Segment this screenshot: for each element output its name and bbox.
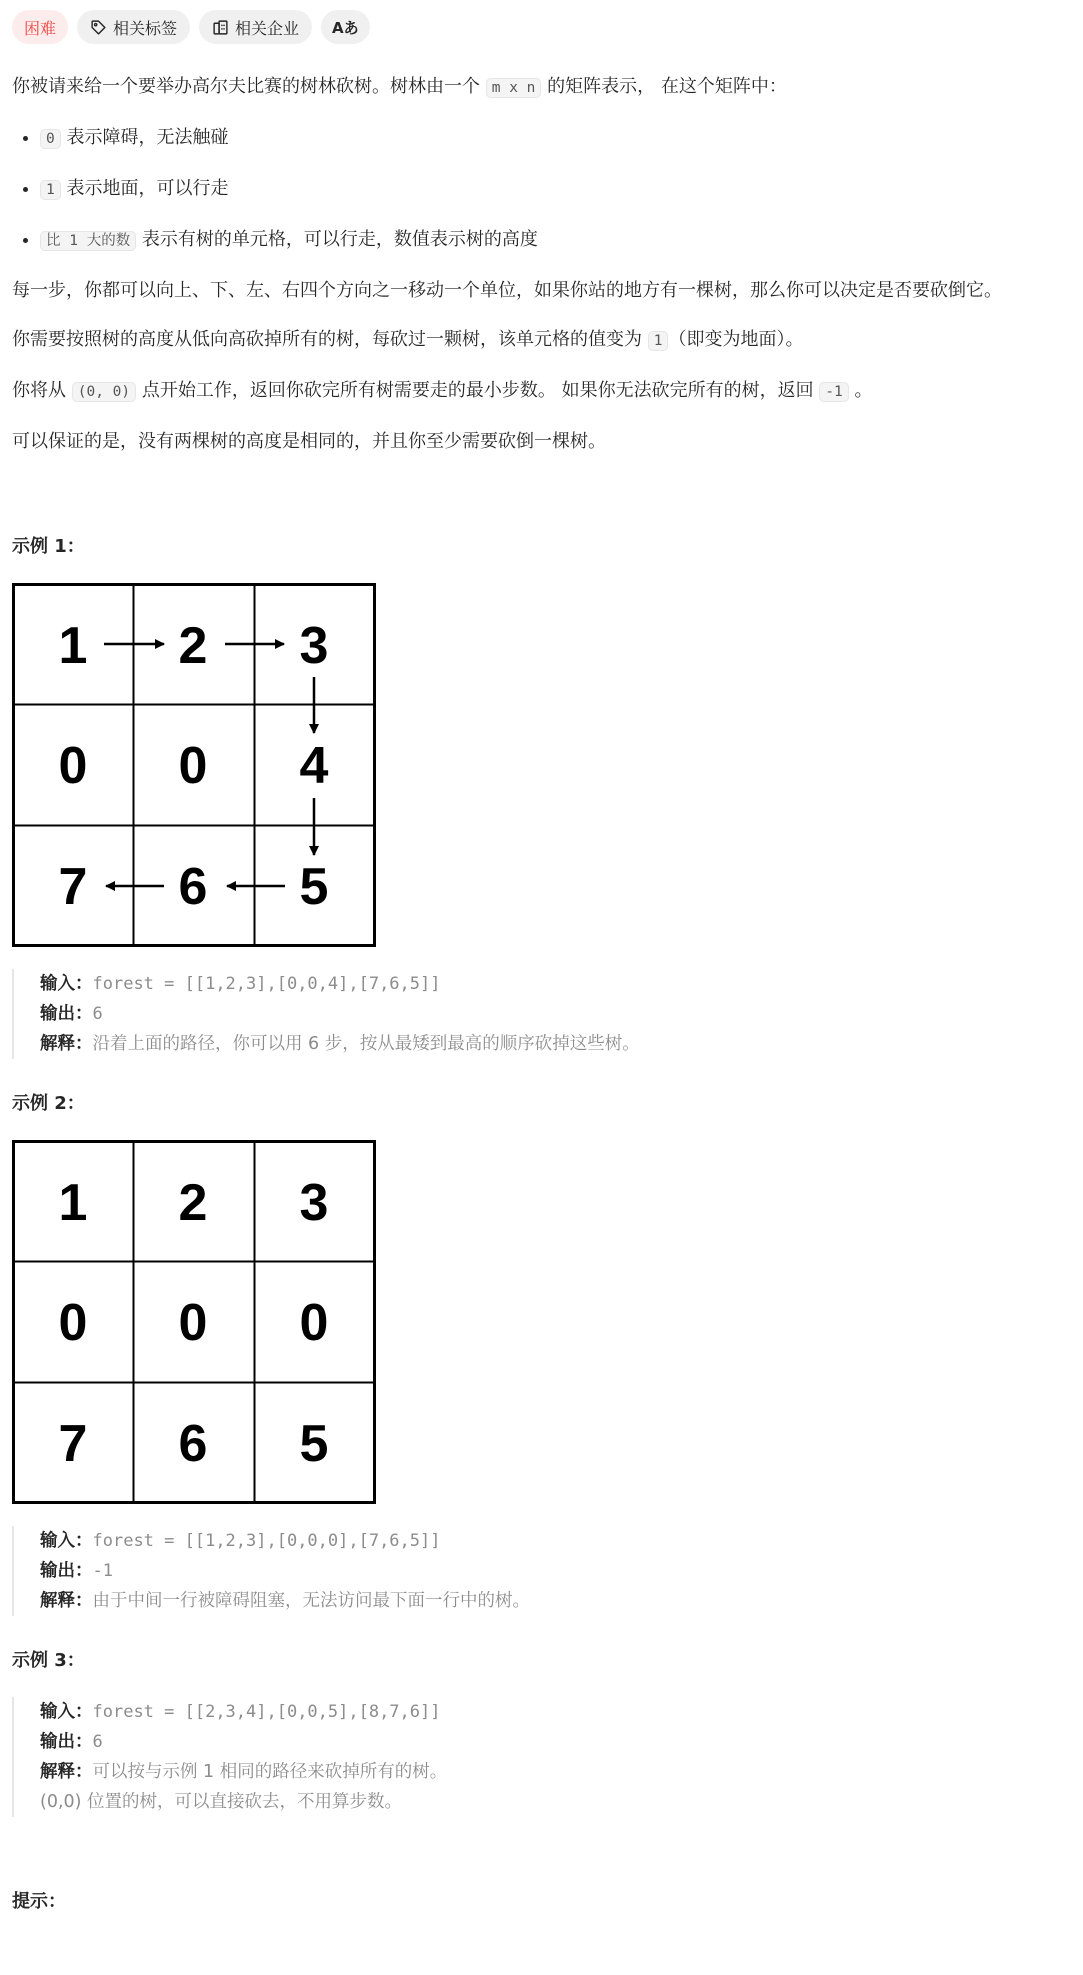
grid-cell: 0 xyxy=(58,1294,88,1352)
grid-cell: 6 xyxy=(178,1415,208,1473)
return-code: -1 xyxy=(819,382,848,402)
output-value: -1 xyxy=(92,1561,113,1581)
cut-code: 1 xyxy=(648,331,669,351)
guarantee-paragraph: 可以保证的是，没有两棵树的高度是相同的，并且你至少需要砍倒一棵树。 xyxy=(12,431,606,452)
bullet-code: 0 xyxy=(40,129,61,149)
bullet-text: 表示地面，可以行走 xyxy=(60,178,229,199)
cut-text-after: （即变为地面）。 xyxy=(668,329,804,350)
grid-cell: 5 xyxy=(299,858,329,916)
example-3-block xyxy=(12,1697,1071,1817)
start-code: (0, 0) xyxy=(72,382,136,402)
output-label: 输出： xyxy=(40,1561,93,1581)
explain-extra-text: (0,0) 位置的树，可以直接砍去，不用算步数。 xyxy=(40,1792,403,1812)
explain-label: 解释： xyxy=(40,1762,93,1782)
list-item xyxy=(40,123,1071,154)
cut-paragraph xyxy=(12,325,1071,356)
start-text-middle: 点开始工作，返回你砍完所有树需要走的最小步数。 如果你无法砍完所有的树，返回 xyxy=(136,380,820,401)
grid-cell: 7 xyxy=(58,858,88,916)
input-value: forest = [[1,2,3],[0,0,4],[7,6,5]] xyxy=(92,974,441,994)
grid-cell: 1 xyxy=(58,617,88,675)
cell-legend-list xyxy=(12,123,1071,256)
grid-cell: 1 xyxy=(58,1174,88,1232)
start-text: 你将从 xyxy=(12,380,72,401)
bullet-text: 表示障碍，无法触碰 xyxy=(60,127,229,148)
example-2-block xyxy=(12,1526,1071,1616)
example-1-grid-image xyxy=(12,583,376,947)
input-value: forest = [[2,3,4],[0,0,5],[8,7,6]] xyxy=(92,1702,441,1722)
grid-cell: 5 xyxy=(299,1415,329,1473)
intro-text: 你被请来给一个要举办高尔夫比赛的树林砍树。树林由一个 xyxy=(12,76,486,97)
output-value: 6 xyxy=(92,1004,103,1024)
grid-cell: 0 xyxy=(299,1294,329,1352)
output-label: 输出： xyxy=(40,1004,93,1024)
translate-icon: Aあ xyxy=(332,18,359,37)
grid-cell: 3 xyxy=(299,617,329,675)
intro-code: m x n xyxy=(486,78,542,98)
intro-text-after: 的矩阵表示， 在这个矩阵中： xyxy=(541,76,787,97)
tag-icon xyxy=(90,19,107,36)
related-companies-button[interactable] xyxy=(199,10,312,44)
related-tags-button[interactable] xyxy=(77,10,190,44)
explain-label: 解释： xyxy=(40,1591,93,1611)
tag-bar xyxy=(12,10,1071,44)
example-1-title: 示例 1： xyxy=(12,536,85,557)
hints-title: 提示： xyxy=(12,1891,66,1912)
output-value: 6 xyxy=(92,1732,103,1752)
input-label: 输入： xyxy=(40,974,93,994)
explain-text: 可以按与示例 1 相同的路径来砍掉所有的树。 xyxy=(92,1762,448,1782)
related-companies-label: 相关企业 xyxy=(235,18,300,38)
grid-cell: 0 xyxy=(58,737,88,795)
example-2-title: 示例 2： xyxy=(12,1093,85,1114)
input-value: forest = [[1,2,3],[0,0,0],[7,6,5]] xyxy=(92,1531,441,1551)
output-label: 输出： xyxy=(40,1732,93,1752)
cut-text: 你需要按照树的高度从低向高砍掉所有的树，每砍过一颗树，该单元格的值变为 xyxy=(12,329,648,350)
input-label: 输入： xyxy=(40,1702,93,1722)
explain-text: 由于中间一行被障碍阻塞，无法访问最下面一行中的树。 xyxy=(92,1591,530,1611)
grid-cell: 6 xyxy=(178,858,208,916)
start-text-after: 。 xyxy=(848,380,873,401)
bullet-code: 比 1 大的数 xyxy=(40,231,136,251)
difficulty-badge: 困难 xyxy=(12,10,68,44)
list-item xyxy=(40,174,1071,205)
grid-cell: 2 xyxy=(178,617,208,675)
intro-paragraph xyxy=(12,72,1071,103)
example-1-block xyxy=(12,969,1071,1059)
grid-cell: 0 xyxy=(178,737,208,795)
input-label: 输入： xyxy=(40,1531,93,1551)
list-item xyxy=(40,225,1071,256)
translate-button[interactable] xyxy=(321,10,370,44)
start-paragraph xyxy=(12,376,1071,407)
related-tags-label: 相关标签 xyxy=(113,18,178,38)
grid-cell: 3 xyxy=(299,1174,329,1232)
bullet-text: 表示有树的单元格，可以行走，数值表示树的高度 xyxy=(136,229,538,250)
explain-label: 解释： xyxy=(40,1034,93,1054)
grid-cell: 0 xyxy=(178,1294,208,1352)
grid-cell: 2 xyxy=(178,1174,208,1232)
move-paragraph: 每一步，你都可以向上、下、左、右四个方向之一移动一个单位，如果你站的地方有一棵树，那么你可以决定是否要砍倒它。 xyxy=(12,280,1002,301)
example-2-grid-image xyxy=(12,1140,376,1504)
bullet-code: 1 xyxy=(40,180,61,200)
grid-cell: 7 xyxy=(58,1415,88,1473)
example-3-title: 示例 3： xyxy=(12,1650,85,1671)
building-icon xyxy=(212,19,229,36)
grid-cell: 4 xyxy=(299,737,329,795)
explain-text: 沿着上面的路径，你可以用 6 步，按从最矮到最高的顺序砍掉这些树。 xyxy=(92,1034,640,1054)
